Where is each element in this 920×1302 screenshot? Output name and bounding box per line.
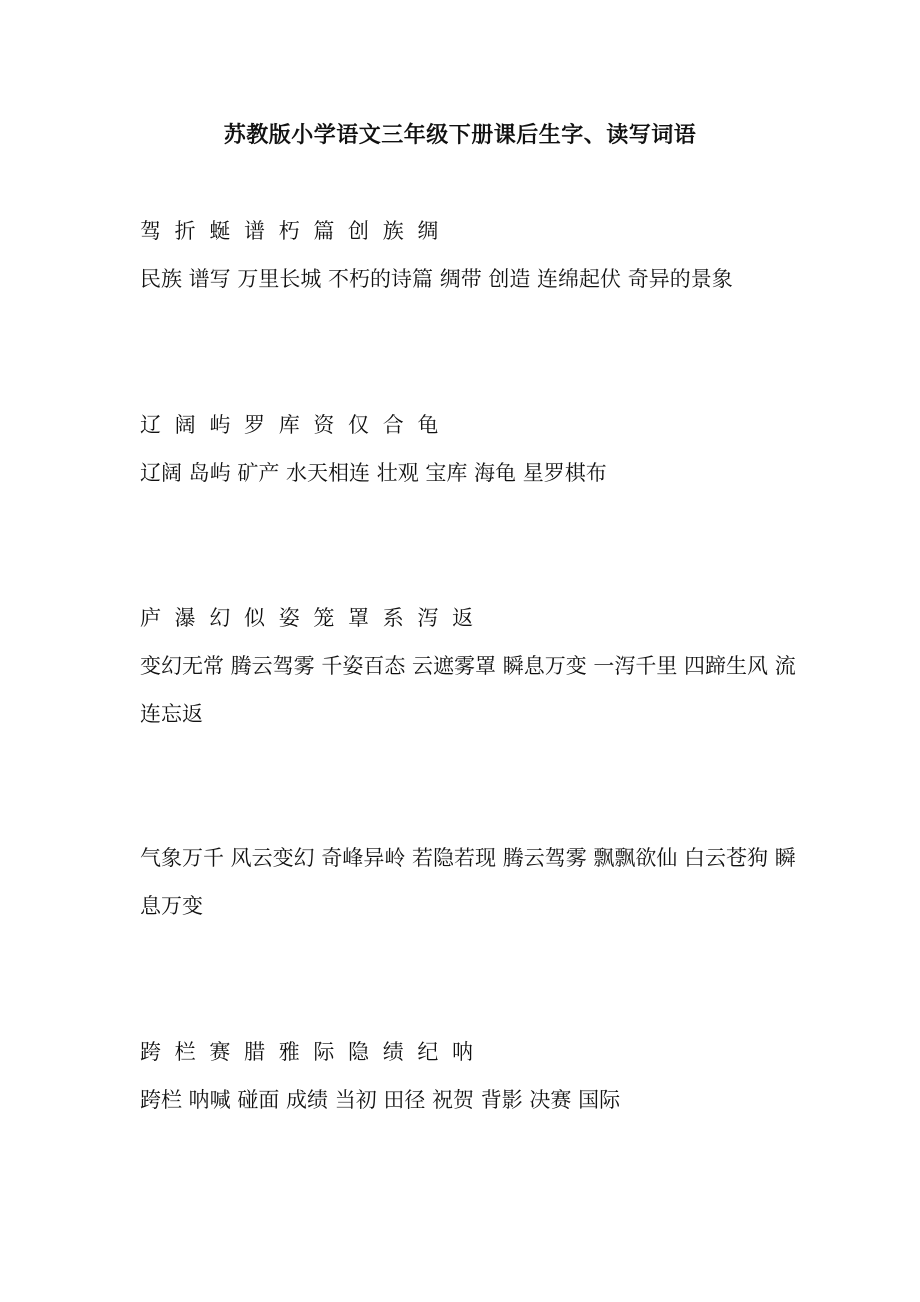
lesson-section xyxy=(140,207,800,303)
new-characters-line: 跨 栏 赛 腊 雅 际 隐 绩 纪 呐 xyxy=(140,1040,474,1064)
vocabulary-line: 跨栏 呐喊 碰面 成绩 当初 田径 祝贺 背影 决赛 国际 xyxy=(140,1088,621,1112)
lesson-section xyxy=(140,401,800,497)
vocabulary-line: 气象万千 风云变幻 奇峰异岭 若隐若现 腾云驾雾 飘飘欲仙 白云苍狗 瞬息万变 xyxy=(140,846,796,918)
new-characters-line: 驾 折 蜒 谱 朽 篇 创 族 绸 xyxy=(140,219,439,243)
vocabulary-line: 变幻无常 腾云驾雾 千姿百态 云遮雾罩 瞬息万变 一泻千里 四蹄生风 流连忘返 xyxy=(140,654,796,726)
document-title: 苏教版小学语文三年级下册课后生字、读写词语 xyxy=(223,122,697,148)
new-characters-line: 辽 阔 屿 罗 库 资 仅 合 龟 xyxy=(140,413,439,437)
vocabulary-line: 辽阔 岛屿 矿产 水天相连 壮观 宝库 海龟 星罗棋布 xyxy=(140,461,607,485)
lesson-section xyxy=(140,834,800,930)
lesson-section xyxy=(140,594,800,738)
vocabulary-line: 民族 谱写 万里长城 不朽的诗篇 绸带 创造 连绵起伏 奇异的景象 xyxy=(140,267,733,291)
new-characters-line: 庐 瀑 幻 似 姿 笼 罩 系 泻 返 xyxy=(140,606,474,630)
lesson-section xyxy=(140,1028,800,1124)
